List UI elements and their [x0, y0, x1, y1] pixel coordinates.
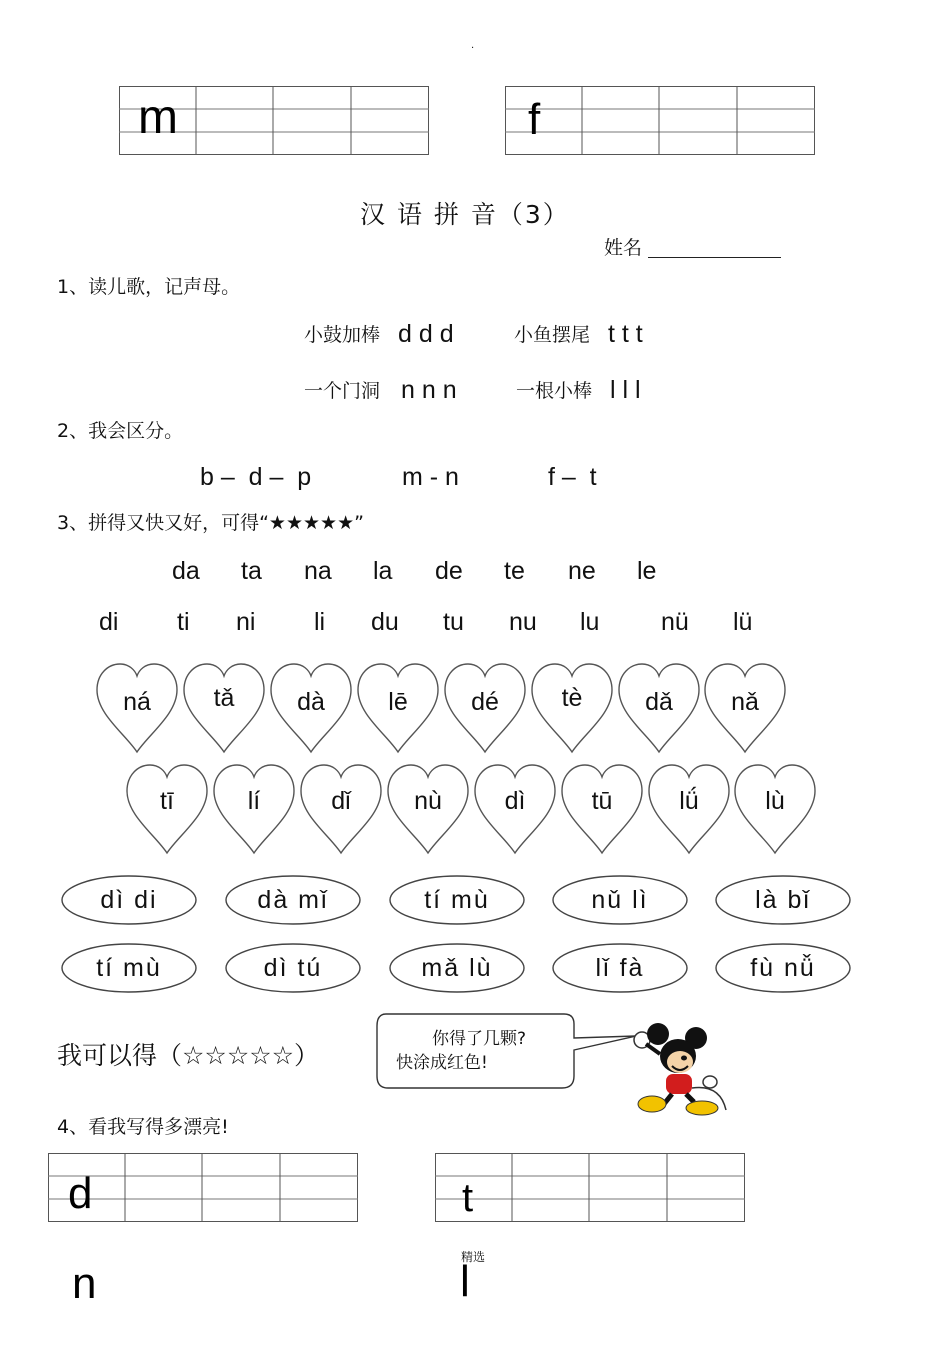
footer-note: 精选 — [461, 1250, 486, 1264]
heart-label: dǐ — [331, 787, 351, 815]
letter-l: l — [460, 1257, 470, 1306]
syllable: di — [99, 608, 119, 636]
grid-letter-f: f — [528, 95, 541, 144]
heart-label: nù — [414, 787, 442, 815]
syllable: nü — [661, 608, 689, 636]
page-title: 汉 语 拼 音（3） — [360, 200, 570, 229]
oval-label: mǎ lù — [421, 954, 493, 982]
heart-syllable[interactable] — [647, 763, 731, 857]
heart-label: nǎ — [731, 688, 759, 716]
oval-label: dì tú — [263, 954, 323, 982]
syllable: ne — [568, 557, 596, 585]
heart-label: lù — [765, 787, 785, 815]
syllable: da — [172, 557, 200, 585]
syllable: du — [371, 608, 399, 636]
syllable: ti — [177, 608, 190, 636]
syllable: te — [504, 557, 525, 585]
heart-syllable[interactable] — [530, 662, 614, 756]
oval-word[interactable] — [60, 942, 198, 994]
heart-label: tǎ — [213, 684, 235, 712]
bubble-line-1: 你得了几颗? — [432, 1029, 527, 1049]
writing-grid-f — [505, 86, 816, 156]
oval-label: dà mǐ — [257, 886, 329, 914]
syllable: lü — [733, 608, 753, 636]
heart-label: lí — [247, 787, 261, 815]
syllable: la — [373, 557, 393, 585]
oval-label: là bǐ — [755, 886, 811, 914]
grid-lines — [435, 1153, 746, 1223]
rhyme-text: 一根小棒 — [516, 380, 593, 402]
letter-n: n — [72, 1259, 97, 1308]
rhyme-letters: t t t — [608, 320, 643, 348]
heart-syllable[interactable] — [269, 662, 353, 756]
oval-label: tí mù — [96, 954, 162, 982]
heart-syllable[interactable] — [617, 662, 701, 756]
grid-letter-m: m — [138, 91, 178, 144]
heart-label: tè — [561, 684, 583, 712]
heart-syllable[interactable] — [182, 662, 266, 756]
reward-stars[interactable]: 我可以得（☆☆☆☆☆） — [57, 1041, 320, 1070]
heart-syllable[interactable] — [95, 662, 179, 756]
heart-syllable[interactable] — [733, 763, 817, 857]
oval-word[interactable] — [60, 874, 198, 926]
heart-syllable[interactable] — [212, 763, 296, 857]
heart-label: dì — [504, 787, 526, 815]
rhyme-letters: d d d — [398, 320, 454, 348]
oval-word[interactable] — [551, 942, 689, 994]
grid-lines — [48, 1153, 359, 1223]
oval-label: fù nǚ — [750, 954, 816, 982]
syllable: tu — [443, 608, 464, 636]
heart-syllable[interactable] — [473, 763, 557, 857]
rhyme-text: 小鼓加棒 — [304, 324, 381, 346]
heart-label: lē — [388, 688, 408, 716]
oval-word[interactable] — [714, 874, 852, 926]
grid-lines — [505, 86, 816, 156]
rhyme-text: 一个门洞 — [304, 380, 381, 402]
heart-syllable[interactable] — [125, 763, 209, 857]
oval-word[interactable] — [224, 942, 362, 994]
heart-label: dà — [297, 688, 325, 716]
writing-grid-t — [435, 1153, 746, 1223]
section2-heading: 2、我会区分。 — [57, 420, 184, 442]
distinguish-pair: b – d – p — [200, 463, 312, 491]
syllable: nu — [509, 608, 537, 636]
syllable: ni — [236, 608, 256, 636]
grid-letter-d: d — [68, 1169, 93, 1218]
mouse-cartoon-icon — [624, 1022, 734, 1118]
oval-word[interactable] — [388, 874, 526, 926]
heart-syllable[interactable] — [443, 662, 527, 756]
heart-label: tū — [591, 787, 613, 815]
oval-word[interactable] — [551, 874, 689, 926]
oval-label: nǔ lì — [591, 886, 649, 914]
heart-syllable[interactable] — [703, 662, 787, 756]
section1-heading: 1、读儿歌，记声母。 — [57, 276, 241, 298]
heart-syllable[interactable] — [356, 662, 440, 756]
rhyme-letters: n n n — [401, 376, 457, 404]
name-field-line[interactable] — [648, 257, 781, 258]
header-dot: . — [471, 40, 475, 51]
heart-label: ná — [123, 688, 151, 716]
oval-label: tí mù — [424, 886, 490, 914]
writing-grid-d — [48, 1153, 359, 1223]
syllable: le — [637, 557, 657, 585]
heart-syllable[interactable] — [560, 763, 644, 857]
heart-label: tī — [160, 787, 174, 815]
heart-label: dé — [471, 688, 499, 716]
section3-heading: 3、拼得又快又好，可得“★★★★★” — [57, 512, 364, 534]
syllable: li — [314, 608, 326, 636]
oval-word[interactable] — [714, 942, 852, 994]
grid-letter-t: t — [462, 1176, 474, 1220]
oval-word[interactable] — [388, 942, 526, 994]
syllable: na — [304, 557, 332, 585]
distinguish-pair: m - n — [402, 463, 459, 491]
syllable: de — [435, 557, 463, 585]
rhyme-letters: l l l — [610, 376, 641, 404]
heart-label: dǎ — [645, 688, 673, 716]
heart-label: lǘ — [679, 787, 699, 815]
distinguish-pair: f – t — [548, 463, 597, 491]
section4-heading: 4、看我写得多漂亮! — [57, 1116, 229, 1138]
rhyme-text: 小鱼摆尾 — [514, 324, 591, 346]
name-label: 姓名 — [604, 237, 643, 259]
syllable: lu — [580, 608, 600, 636]
syllable: ta — [241, 557, 262, 585]
heart-syllable[interactable] — [386, 763, 470, 857]
oval-word[interactable] — [224, 874, 362, 926]
oval-label: dì di — [100, 886, 158, 914]
heart-syllable[interactable] — [299, 763, 383, 857]
bubble-line-2: 快涂成红色! — [396, 1053, 488, 1073]
oval-label: lǐ fà — [595, 954, 645, 982]
